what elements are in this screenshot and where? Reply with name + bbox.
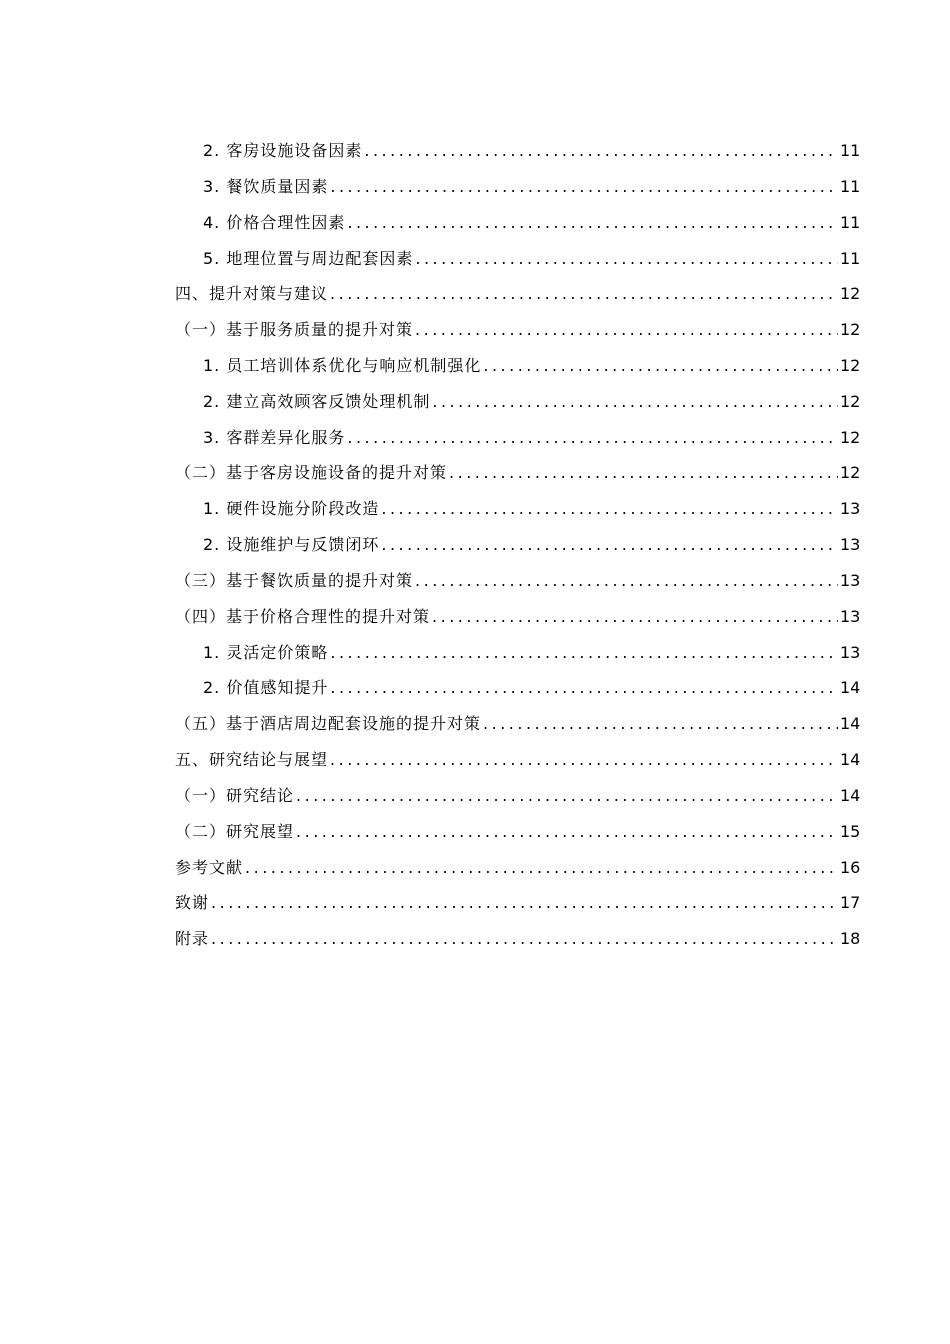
- toc-leader-dots: [430, 607, 838, 627]
- toc-leader-dots: [328, 284, 838, 304]
- toc-entry[interactable]: [175, 276, 860, 312]
- toc-page-number: 16: [840, 858, 861, 877]
- toc-entry[interactable]: [203, 241, 860, 277]
- toc-leader-dots: [345, 213, 838, 233]
- toc-leader-dots: [294, 786, 838, 806]
- toc-entry-title: 2. 建立高效顾客反馈处理机制: [203, 392, 431, 411]
- toc-page-number: 18: [840, 929, 861, 948]
- toc-leader-dots: [413, 320, 838, 340]
- toc-page-number: 11: [840, 141, 861, 160]
- toc-page-number: 17: [840, 893, 861, 912]
- toc-page-number: 12: [840, 356, 861, 375]
- toc-leader-dots: [481, 356, 838, 376]
- toc-entry[interactable]: [175, 742, 860, 778]
- toc-entry[interactable]: [175, 706, 860, 742]
- toc-entry-title: （四）基于价格合理性的提升对策: [175, 607, 431, 626]
- toc-entry[interactable]: [175, 563, 860, 599]
- toc-page-number: 13: [840, 643, 861, 662]
- toc-entry[interactable]: [203, 133, 860, 169]
- toc-entry[interactable]: [175, 850, 860, 886]
- toc-leader-dots: [379, 499, 838, 519]
- toc-leader-dots: [430, 392, 838, 412]
- toc-leader-dots: [209, 893, 838, 913]
- toc-page-number: 13: [840, 535, 861, 554]
- toc-page-number: 11: [840, 177, 861, 196]
- toc-page-number: 14: [840, 714, 861, 733]
- toc-entry-title: 2. 客房设施设备因素: [203, 141, 363, 160]
- toc-entry-title: 2. 设施维护与反馈闭环: [203, 535, 380, 554]
- toc-page-number: 13: [840, 607, 861, 626]
- toc-entry-title: 3. 客群差异化服务: [203, 428, 346, 447]
- toc-leader-dots: [243, 858, 838, 878]
- toc-leader-dots: [328, 750, 838, 770]
- toc-entry-title: （一）基于服务质量的提升对策: [175, 320, 414, 339]
- toc-page-number: 12: [840, 320, 861, 339]
- toc-page-number: 13: [840, 499, 861, 518]
- toc-entry[interactable]: [175, 885, 860, 921]
- toc-page-number: 12: [840, 428, 861, 447]
- toc-leader-dots: [379, 535, 838, 555]
- toc-entry[interactable]: [175, 921, 860, 957]
- toc-entry-title: 五、研究结论与展望: [175, 750, 329, 769]
- toc-entry-title: （二）基于客房设施设备的提升对策: [175, 463, 448, 482]
- toc-leader-dots: [362, 141, 838, 161]
- toc-entry-title: （一）研究结论: [175, 786, 295, 805]
- toc-leader-dots: [294, 822, 838, 842]
- toc-leader-dots: [345, 428, 838, 448]
- toc-leader-dots: [328, 678, 838, 698]
- toc-page-number: 14: [840, 786, 861, 805]
- toc-entry-title: 致谢: [175, 893, 210, 912]
- toc-entry-title: （三）基于餐饮质量的提升对策: [175, 571, 414, 590]
- toc-entry[interactable]: [203, 205, 860, 241]
- toc-entry-title: 四、提升对策与建议: [175, 284, 329, 303]
- toc-entry[interactable]: [175, 599, 860, 635]
- toc-page-number: 11: [840, 249, 861, 268]
- toc-entry-title: 5. 地理位置与周边配套因素: [203, 249, 414, 268]
- toc-entry-title: 1. 硬件设施分阶段改造: [203, 499, 380, 518]
- toc-entry-title: 4. 价格合理性因素: [203, 213, 346, 232]
- toc-entry[interactable]: [175, 814, 860, 850]
- toc-entry[interactable]: [175, 312, 860, 348]
- toc-entry[interactable]: [175, 778, 860, 814]
- toc-leader-dots: [209, 929, 838, 949]
- toc-entry[interactable]: [203, 169, 860, 205]
- toc-entry[interactable]: [203, 670, 860, 706]
- toc-entry-title: 1. 员工培训体系优化与响应机制强化: [203, 356, 482, 375]
- toc-leader-dots: [413, 249, 838, 269]
- toc-entry[interactable]: [203, 348, 860, 384]
- toc-entry-title: （五）基于酒店周边配套设施的提升对策: [175, 714, 482, 733]
- toc-entry[interactable]: [203, 491, 860, 527]
- toc-entry[interactable]: [203, 420, 860, 456]
- toc-page-number: 13: [840, 571, 861, 590]
- toc-entry-title: 2. 价值感知提升: [203, 678, 329, 697]
- toc-entry-title: 附录: [175, 929, 210, 948]
- toc-entry[interactable]: [203, 635, 860, 671]
- toc-entry[interactable]: [203, 384, 860, 420]
- toc-page-number: 12: [840, 284, 861, 303]
- toc-leader-dots: [447, 463, 838, 483]
- toc-leader-dots: [328, 177, 838, 197]
- toc-leader-dots: [413, 571, 838, 591]
- toc-page-number: 11: [840, 213, 861, 232]
- toc-entry-title: 1. 灵活定价策略: [203, 643, 329, 662]
- toc-page-number: 14: [840, 750, 861, 769]
- toc-leader-dots: [328, 643, 838, 663]
- toc-entry[interactable]: [175, 455, 860, 491]
- toc-entry-title: 3. 餐饮质量因素: [203, 177, 329, 196]
- toc-page-number: 14: [840, 678, 861, 697]
- toc-page-number: 12: [840, 463, 861, 482]
- toc-entry-title: 参考文献: [175, 858, 244, 877]
- toc-page-number: 12: [840, 392, 861, 411]
- toc-page-number: 15: [840, 822, 861, 841]
- toc-leader-dots: [481, 714, 838, 734]
- toc-entry[interactable]: [203, 527, 860, 563]
- toc-entry-title: （二）研究展望: [175, 822, 295, 841]
